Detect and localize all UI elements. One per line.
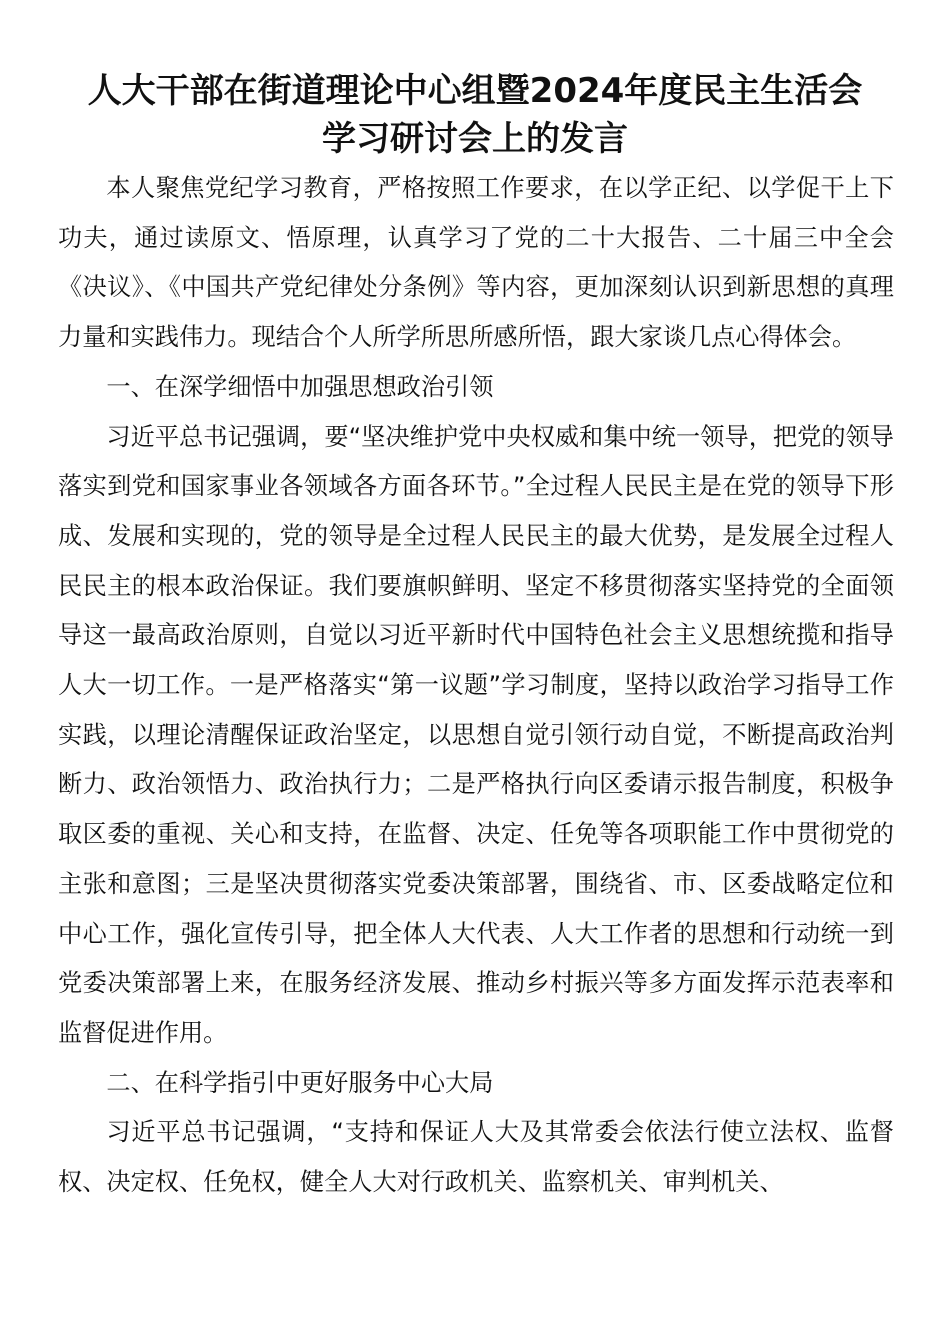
section-heading-2: 二、在科学指引中更好服务中心大局 [106, 1068, 494, 1097]
paragraph-section-1: 习近平总书记强调，要“坚决维护党中央权威和集中统一领导，把党的领导落实到党和国家事业各领域各方面各环节。”全过程人民民主是在党的领导下形成、发展和实现的，党的领导是全过程人民民主的最大优势，是发展全过程人民民主的根本政治保证。我们要旗帜鲜明、坚定不移贯彻落实坚持党的全面领导这一最高政治原则，自觉以习近平新时代中国特色社会主义思想统揽和指导人大一切工作。一是严格落实“第一议题”学习制度，坚持以政治学习指导工作实践，以理论清醒保证政治坚定，以思想自觉引领行动自觉，不断提高政治判断力、政治领悟力、政治执行力；二是严格执行向区委请示报告制度，积极争取区委的重视、关心和支持，在监督、决定、任免等各项职能工作中贯彻党的主张和意图；三是坚决贯彻落实党委决策部署，围绕省、市、区委战略定位和中心工作，强化宣传引导，把全体人大代表、人大工作者的思想和行动统一到党委决策部署上来，在服务经济发展、推动乡村振兴等多方面发挥示范表率和监督促进作用。 [58, 422, 894, 1047]
section-heading-1: 一、在深学细悟中加强思想政治引领 [106, 372, 494, 401]
document-title-line-2: 学习研讨会上的发言 [322, 119, 628, 159]
paragraph-intro: 本人聚焦党纪学习教育，严格按照工作要求，在以学正纪、以学促干上下功夫，通过读原文、悟原理，认真学习了党的二十大报告、二十届三中全会《决议》、《中国共产党纪律处分条例》等内容，更加深刻认识到新思想的真理力量和实践伟力。现结合个人所学所思所感所悟，跟大家谈几点心得体会。 [58, 174, 894, 352]
document-title-line-1: 人大干部在街道理论中心组暨2024年度民主生活会 [87, 71, 863, 111]
paragraph-section-2: 习近平总书记强调，“支持和保证人大及其常委会依法行使立法权、监督权、决定权、任免权，健全人大对行政机关、监察机关、审判机关、 [58, 1118, 894, 1197]
document-body [58, 164, 894, 1208]
